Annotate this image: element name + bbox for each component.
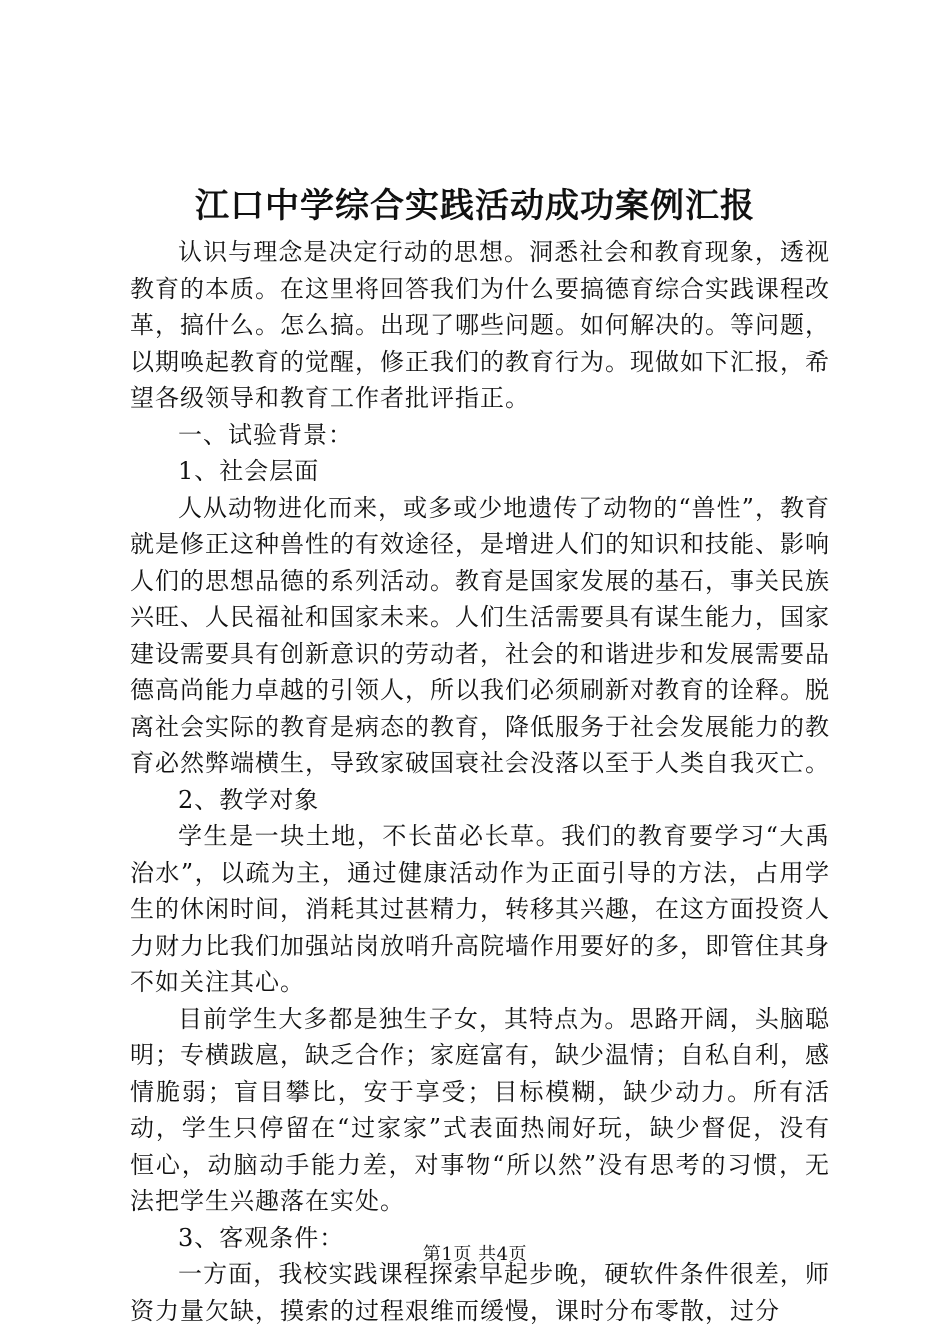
page-number-footer: 第1页 共4页 — [422, 1244, 528, 1265]
paragraph-intro: 认识与理念是决定行动的思想。洞悉社会和教育现象，透视教育的本质。在这里将回答我们为什么要搞德育综合实践课程改革，搞什么。怎么搞。出现了哪些问题。如何解决的。等问题，以期唤起教育的觉醒，修正我们的教育行为。现做如下汇报，希望各级领导和教育工作者批评指正。 — [130, 238, 830, 412]
section-heading-background: 一、试验背景： — [178, 420, 353, 449]
paragraph-teaching-object: 学生是一块土地，不长苗必长草。我们的教育要学习“大禹治水”，以疏为主，通过健康活动作为正面引导的方法，占用学生的休闲时间，消耗其过甚精力，转移其兴趣，在这方面投资人力财力比我们加强站岗放哨升高院墙作用要好的多，即管住其身不如关注其心。 — [130, 822, 830, 996]
paragraph-student-traits: 目前学生大多都是独生子女，其特点为。思路开阔，头脑聪明；专横跋扈，缺乏合作；家庭富有，缺少温情；自私自利，感情脆弱；盲目攀比，安于享受；目标模糊，缺少动力。所有活动，学生只停留在“过家家”式表面热闹好玩，缺少督促，没有恒心，动脑动手能力差，对事物“所以然”没有思考的习惯，无法把学生兴趣落在实处。 — [130, 1004, 830, 1215]
subheading-teaching-object: 2、教学对象 — [178, 785, 320, 814]
subheading-objective-conditions: 3、客观条件： — [178, 1223, 345, 1252]
paragraph-social-level: 人从动物进化而来，或多或少地遗传了动物的“兽性”，教育就是修正这种兽性的有效途径，是增进人们的知识和技能、影响人们的思想品德的系列活动。教育是国家发展的基石，事关民族兴旺、人民福祉和国家未来。人们生活需要具有谋生能力，国家建设需要具有创新意识的劳动者，社会的和谐进步和发展需要品德高尚能力卓越的引领人，所以我们必须刷新对教育的诠释。脱离社会实际的教育是病态的教育，降低服务于社会发展能力的教育必然弊端横生，导致家破国衰社会没落以至于人类自我灭亡。 — [130, 493, 830, 777]
subheading-social-level: 1、社会层面 — [178, 457, 320, 485]
paragraph-objective-conditions: 一方面，我校实践课程探索早起步晚，硬软件条件很差，师资力量欠缺，摸索的过程艰维而缓慢，课时分布零散，过分 — [130, 1260, 830, 1325]
document-body — [130, 234, 830, 1329]
document-title: 江口中学综合实践活动成功案例汇报 — [195, 186, 755, 226]
